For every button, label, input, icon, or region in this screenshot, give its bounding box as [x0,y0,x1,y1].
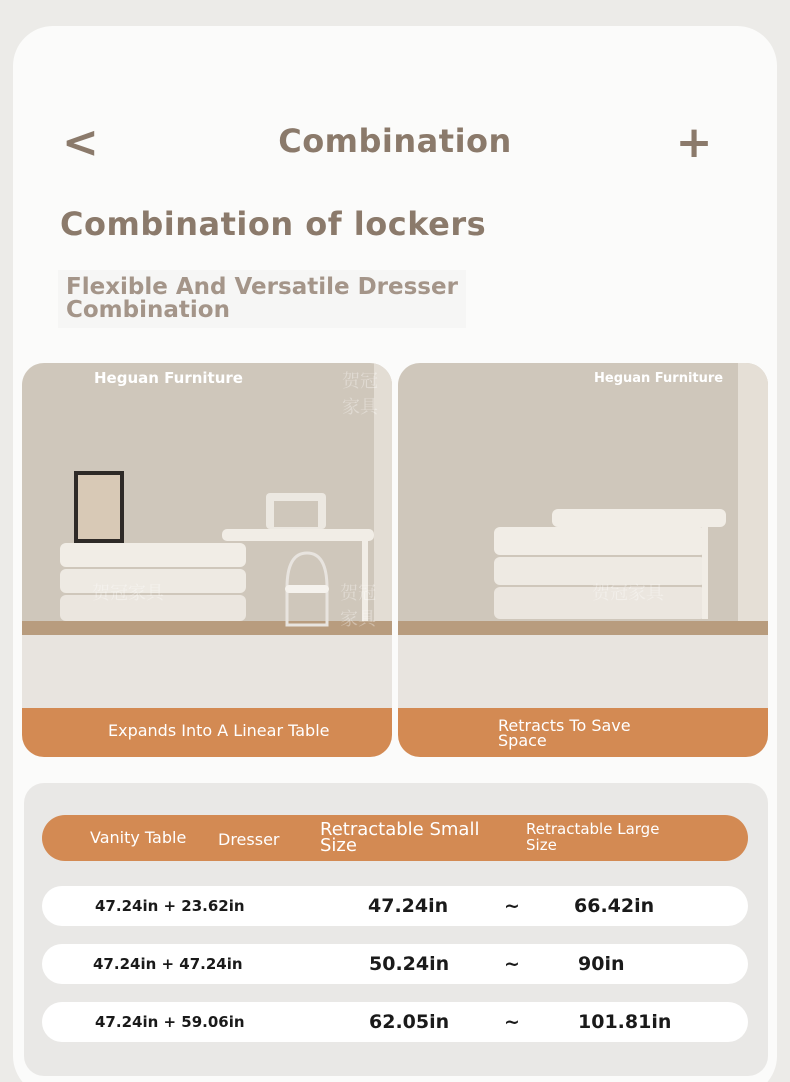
page-title: Combination [278,122,512,160]
header-vanity-table: Vanity Table [90,828,187,847]
combo-cell: 47.24in + 23.62in [95,897,245,915]
range-separator: ~ [504,895,520,917]
table-row [42,886,748,926]
retracted-dresser-illustration [398,363,768,708]
add-icon[interactable]: + [675,117,713,168]
watermark: 贺冠家具 [592,583,664,604]
large-size-cell: 66.42in [574,895,655,917]
photo-caption: Retracts To Save Space [398,708,768,757]
expanded-dresser-illustration [22,363,392,708]
table-row [42,944,748,984]
header-large-size: Retractable Large Size [526,820,660,854]
header-dresser: Dresser [218,830,280,849]
section-title: Combination of lockers [60,205,487,243]
range-separator: ~ [504,953,520,975]
large-size-cell: 90in [578,953,625,975]
combo-cell: 47.24in + 59.06in [95,1013,245,1031]
range-separator: ~ [504,1011,520,1033]
photo-caption: Expands Into A Linear Table [22,708,392,757]
combo-cell: 47.24in + 47.24in [93,955,243,973]
back-icon[interactable]: < [62,117,99,168]
small-size-cell: 47.24in [368,895,449,917]
brand-label: Heguan Furniture [94,369,243,387]
brand-label: Heguan Furniture [594,371,724,386]
watermark: 贺冠家具 [340,583,376,630]
section-subtitle: Flexible And Versatile Dresser Combination [58,270,466,328]
header-small-size: Retractable Small Size [320,819,480,856]
small-size-cell: 50.24in [369,953,450,975]
watermark: 贺冠家具 [342,371,378,418]
size-table-header [42,815,748,861]
large-size-cell: 101.81in [578,1011,672,1033]
table-row [42,1002,748,1042]
small-size-cell: 62.05in [369,1011,450,1033]
retracted-dresser-photo [398,363,768,757]
watermark: 贺冠家具 [92,583,164,604]
expanded-dresser-photo [22,363,392,757]
